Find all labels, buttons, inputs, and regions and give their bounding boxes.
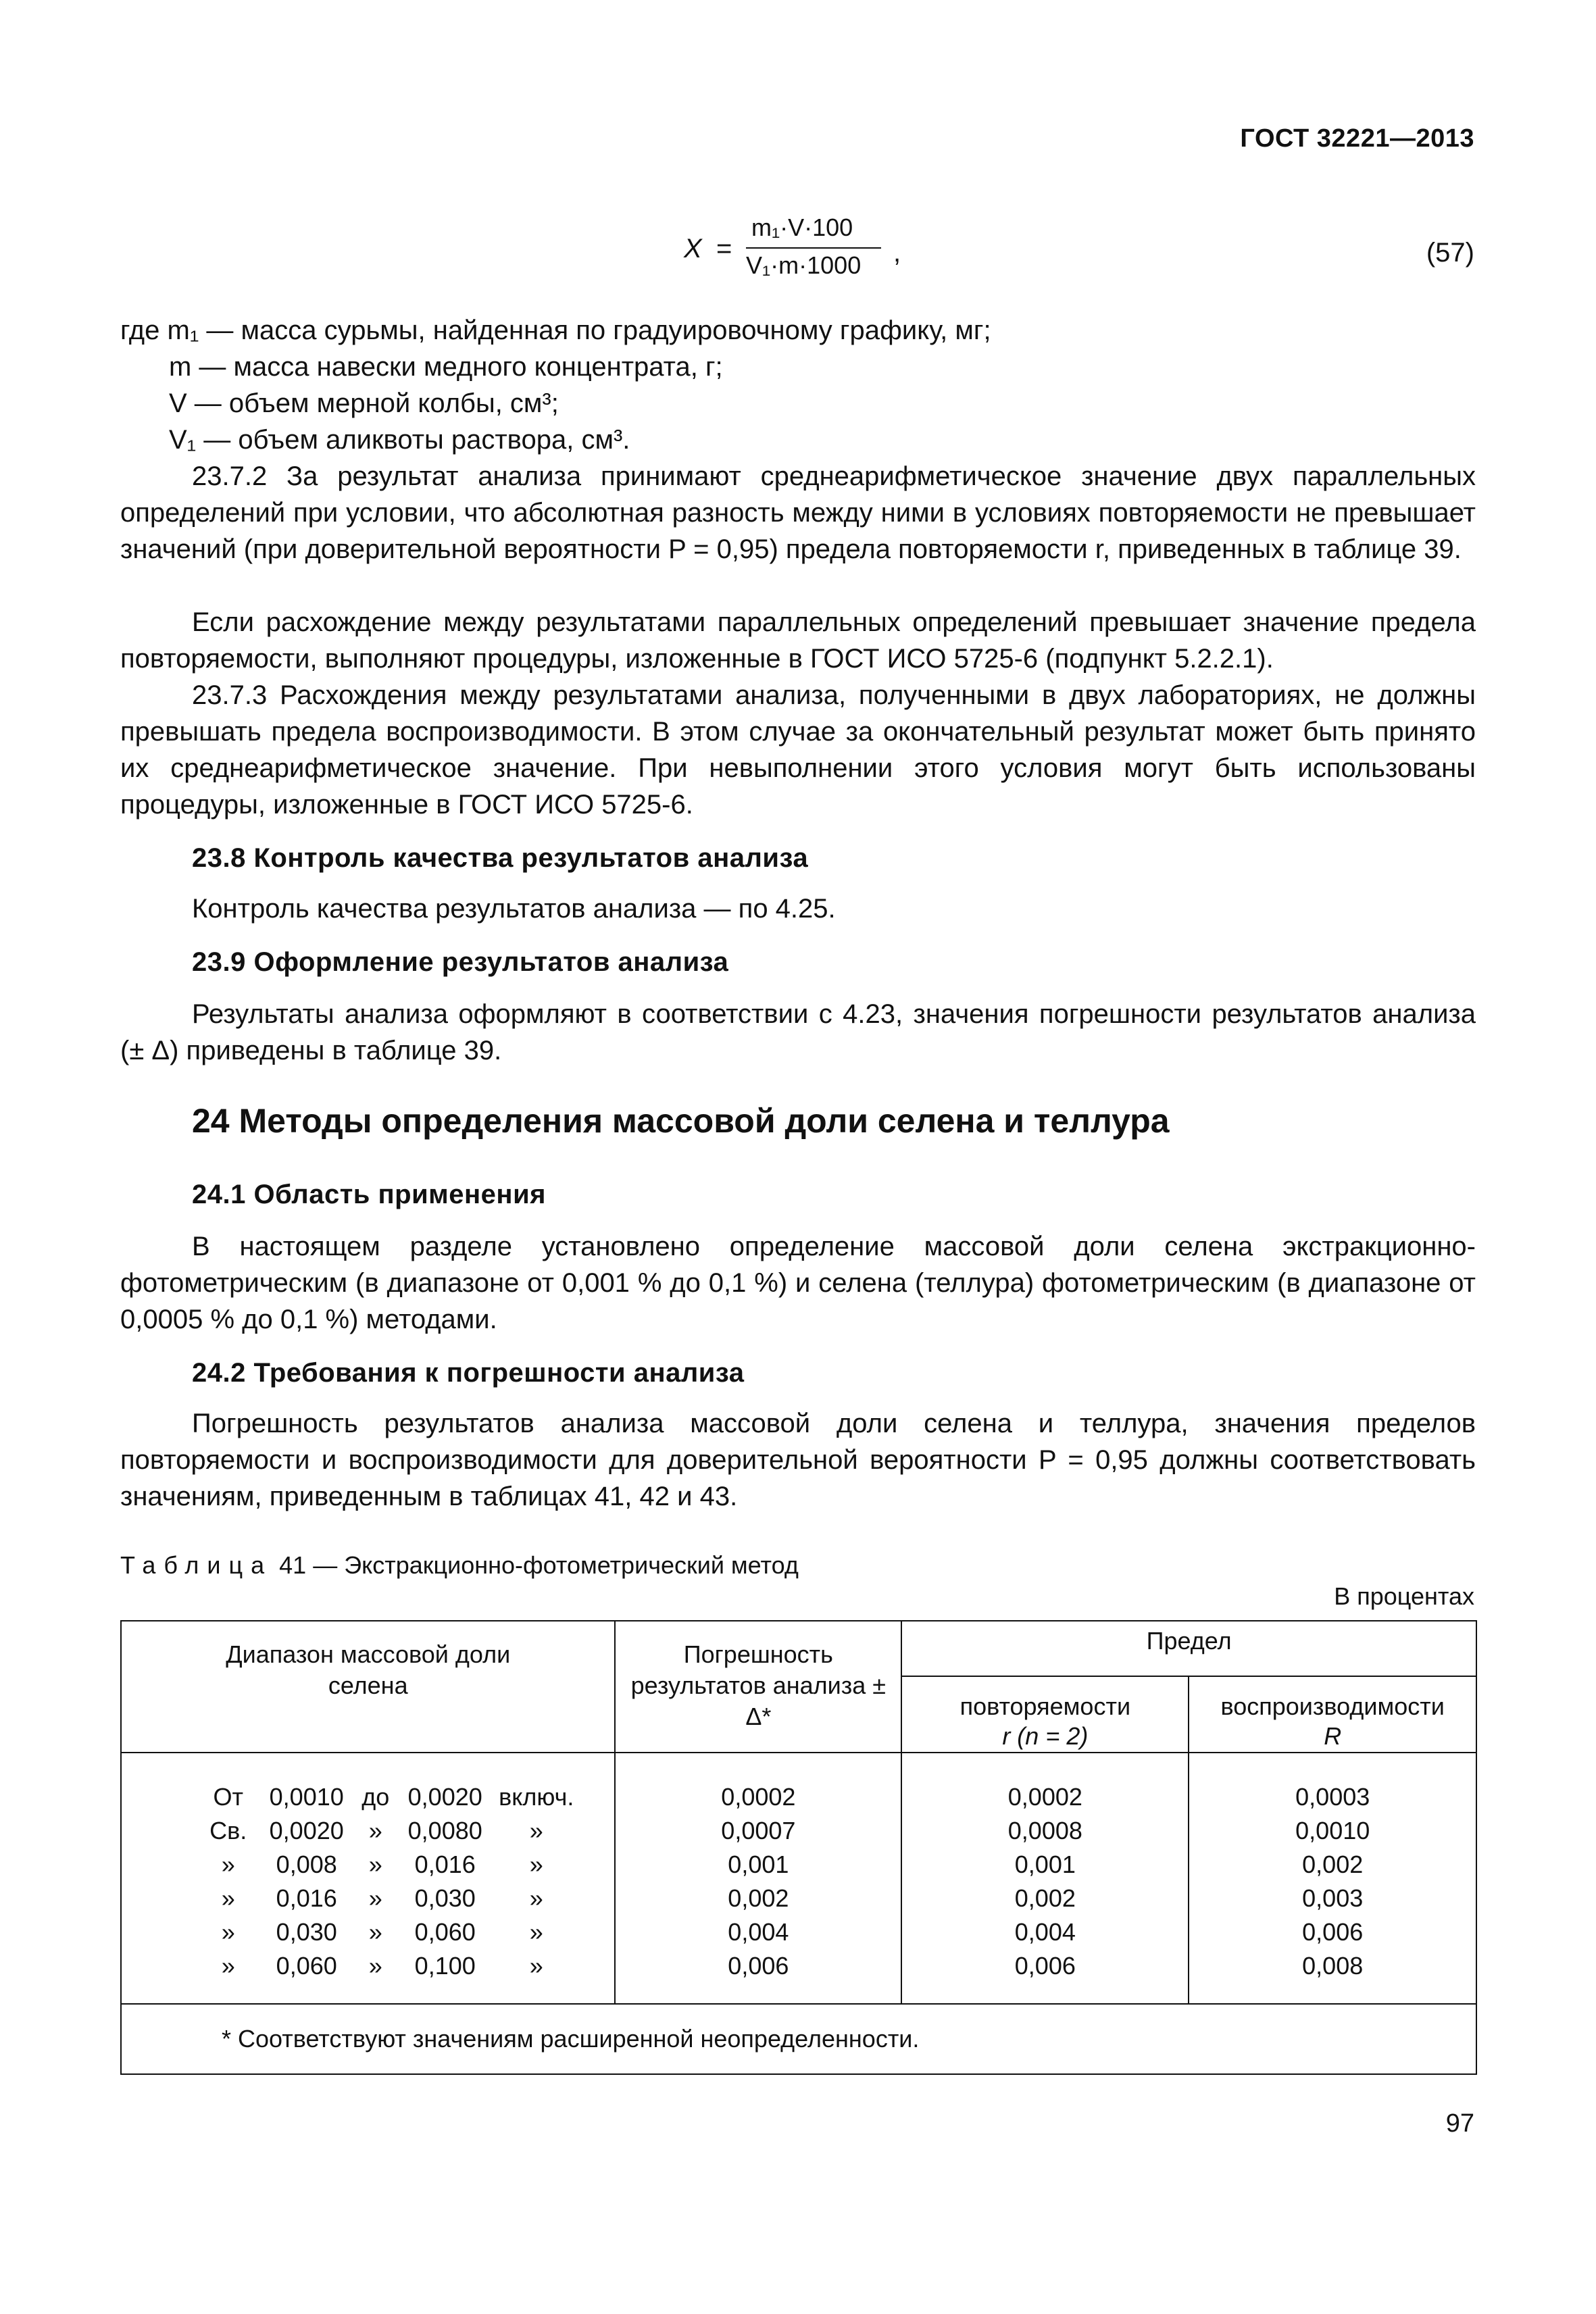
page-number: 97 <box>1445 2109 1474 2138</box>
definition-v1: V₁ — объем аликвоты раствора, см³. <box>169 425 630 455</box>
header-repeatability-l2: r (n = 2) <box>1002 1722 1089 1750</box>
definition-m1: где m₁ — масса сурьмы, найденная по градуировочному графику, мг; <box>120 316 991 345</box>
table-cell: 0,0003 <box>1295 1783 1370 1811</box>
column-repeatability <box>901 1753 1189 2004</box>
table-row: Св. 0,0020 » 0,0080 » <box>209 1817 543 1844</box>
table-cell: 0,0010 <box>1295 1817 1370 1844</box>
formula-lhs: X <box>684 234 702 263</box>
table-41-caption <box>120 1551 799 1580</box>
header-limit: Предел <box>901 1621 1476 1676</box>
header-reproducibility <box>1189 1676 1476 1753</box>
table-cell: 0,0008 <box>1007 1817 1082 1844</box>
table-cell: 0,0002 <box>721 1783 796 1811</box>
header-repeatability-l1: повторяемости <box>959 1692 1131 1720</box>
definition-v: V — объем мерной колбы, см³; <box>169 388 559 418</box>
header-repeatability <box>901 1676 1189 1753</box>
table-row: » 0,060 » 0,100 » <box>221 1952 543 1980</box>
paragraph-text: Погрешность результатов анализа массовой доли селена и теллура, значения пределов повторяемости и воспроизводимости для доверительной вероятности P = 0,95 должны соответствовать значениям, приведенным в таблицах 41, 42 и 43. <box>120 1409 1476 1511</box>
table-row: » 0,030 » 0,060 » <box>221 1918 543 1946</box>
paragraph-text: В настоящем разделе установлено определение массовой доли селена экстракционно-фотометрическим (в диапазоне от 0,001 % до 0,1 %) и селена (теллура) фотометрическим (в диапазоне от 0,0005 % до 0,1 %) методами. <box>120 1232 1476 1334</box>
table-cell: 0,002 <box>728 1884 789 1912</box>
heading-23-9: 23.9 Оформление результатов анализа <box>192 947 729 977</box>
header-error <box>615 1621 901 1753</box>
equation-number: (57) <box>1426 238 1474 268</box>
header-range-text: Диапазон массовой доли селена <box>226 1640 511 1699</box>
table-cell: 0,006 <box>1302 1918 1364 1946</box>
paragraph-23-9 <box>120 996 1476 1069</box>
caption-title: 41 — Экстракционно-фотометрический метод <box>272 1551 799 1579</box>
paragraph-23-7-2 <box>120 458 1476 568</box>
table-units: В процентах <box>1334 1582 1474 1610</box>
formula-57 <box>684 213 954 288</box>
formula-comma: , <box>893 238 901 268</box>
header-range <box>121 1621 615 1753</box>
caption-prefix: Таблица <box>120 1551 273 1579</box>
formula-denominator: V₁·m·1000 <box>746 251 862 279</box>
column-error <box>615 1753 901 2004</box>
paragraph-text: Если расхождение между результатами параллельных определений превышает значение предела повторяемости, выполняют процедуры, изложенные в ГОСТ ИСО 5725-6 (подпункт 5.2.2.1). <box>120 607 1476 674</box>
table-cell: 0,002 <box>1014 1884 1076 1912</box>
table-cell: 0,001 <box>728 1851 789 1878</box>
table-row: » 0,008 » 0,016 » <box>221 1851 543 1878</box>
paragraph-text: Контроль качества результатов анализа — по 4.25. <box>192 894 836 924</box>
table-row: » 0,016 » 0,030 » <box>221 1884 543 1912</box>
table-cell: 0,006 <box>728 1952 789 1980</box>
table-cell: 0,002 <box>1302 1851 1364 1878</box>
formula-equals: = <box>716 234 732 263</box>
table-row: От 0,0010 до 0,0020 включ. <box>213 1783 574 1811</box>
variable-definitions <box>120 312 991 458</box>
table-footnote: * Соответствуют значениям расширенной неопределенности. <box>121 2004 1476 2074</box>
section-24-title: 24 Методы определения массовой доли селена и теллура <box>192 1102 1170 1140</box>
document-header: ГОСТ 32221—2013 <box>1240 124 1474 153</box>
table-cell: 0,001 <box>1014 1851 1076 1878</box>
table-cell: 0,003 <box>1302 1884 1364 1912</box>
table-cell: 0,0002 <box>1007 1783 1082 1811</box>
column-range <box>121 1753 615 2004</box>
heading-24-2: 24.2 Требования к погрешности анализа <box>192 1358 745 1388</box>
heading-24-1: 24.1 Область применения <box>192 1180 546 1209</box>
table-cell: 0,006 <box>1014 1952 1076 1980</box>
definition-m: m — масса навески медного концентрата, г; <box>169 352 723 382</box>
paragraph-text: 23.7.2 За результат анализа принимают среднеарифметическое значение двух параллельных определений при условии, что абсолютная разность между ними в условиях повторяемости не превышает значений (при доверительной вероятности P = 0,95) предела повторяемости r, приведенных в таблице 39. <box>120 461 1476 564</box>
paragraph-24-1 <box>120 1228 1476 1338</box>
fraction-bar <box>746 247 881 249</box>
table-41 <box>120 1620 1477 2075</box>
paragraph-24-2 <box>120 1405 1476 1515</box>
table-cell: 0,0007 <box>721 1817 796 1844</box>
formula-numerator: m₁·V·100 <box>751 213 853 241</box>
paragraph-23-7-2-b <box>120 604 1476 677</box>
column-reproducibility <box>1189 1753 1476 2004</box>
header-reproducibility-l1: воспроизводимости <box>1220 1692 1445 1720</box>
table-cell: 0,004 <box>728 1918 789 1946</box>
header-reproducibility-l2: R <box>1324 1722 1342 1750</box>
header-error-text: Погрешность результатов анализа ± Δ* <box>630 1640 887 1730</box>
table-cell: 0,004 <box>1014 1918 1076 1946</box>
table-cell: 0,008 <box>1302 1952 1364 1980</box>
paragraph-text: 23.7.3 Расхождения между результатами анализа, полученными в двух лабораториях, не должны превышать предела воспроизводимости. В этом случае за окончательный результат может быть принято их среднеарифметическое значение. При невыполнении этого условия могут быть использованы процедуры, изложенные в ГОСТ ИСО 5725-6. <box>120 680 1476 820</box>
paragraph-23-7-3 <box>120 677 1476 823</box>
paragraph-text: Результаты анализа оформляют в соответствии с 4.23, значения погрешности результатов анализа (± Δ) приведены в таблице 39. <box>120 999 1476 1065</box>
paragraph-23-8 <box>120 890 1476 927</box>
heading-23-8: 23.8 Контроль качества результатов анализа <box>192 843 809 873</box>
